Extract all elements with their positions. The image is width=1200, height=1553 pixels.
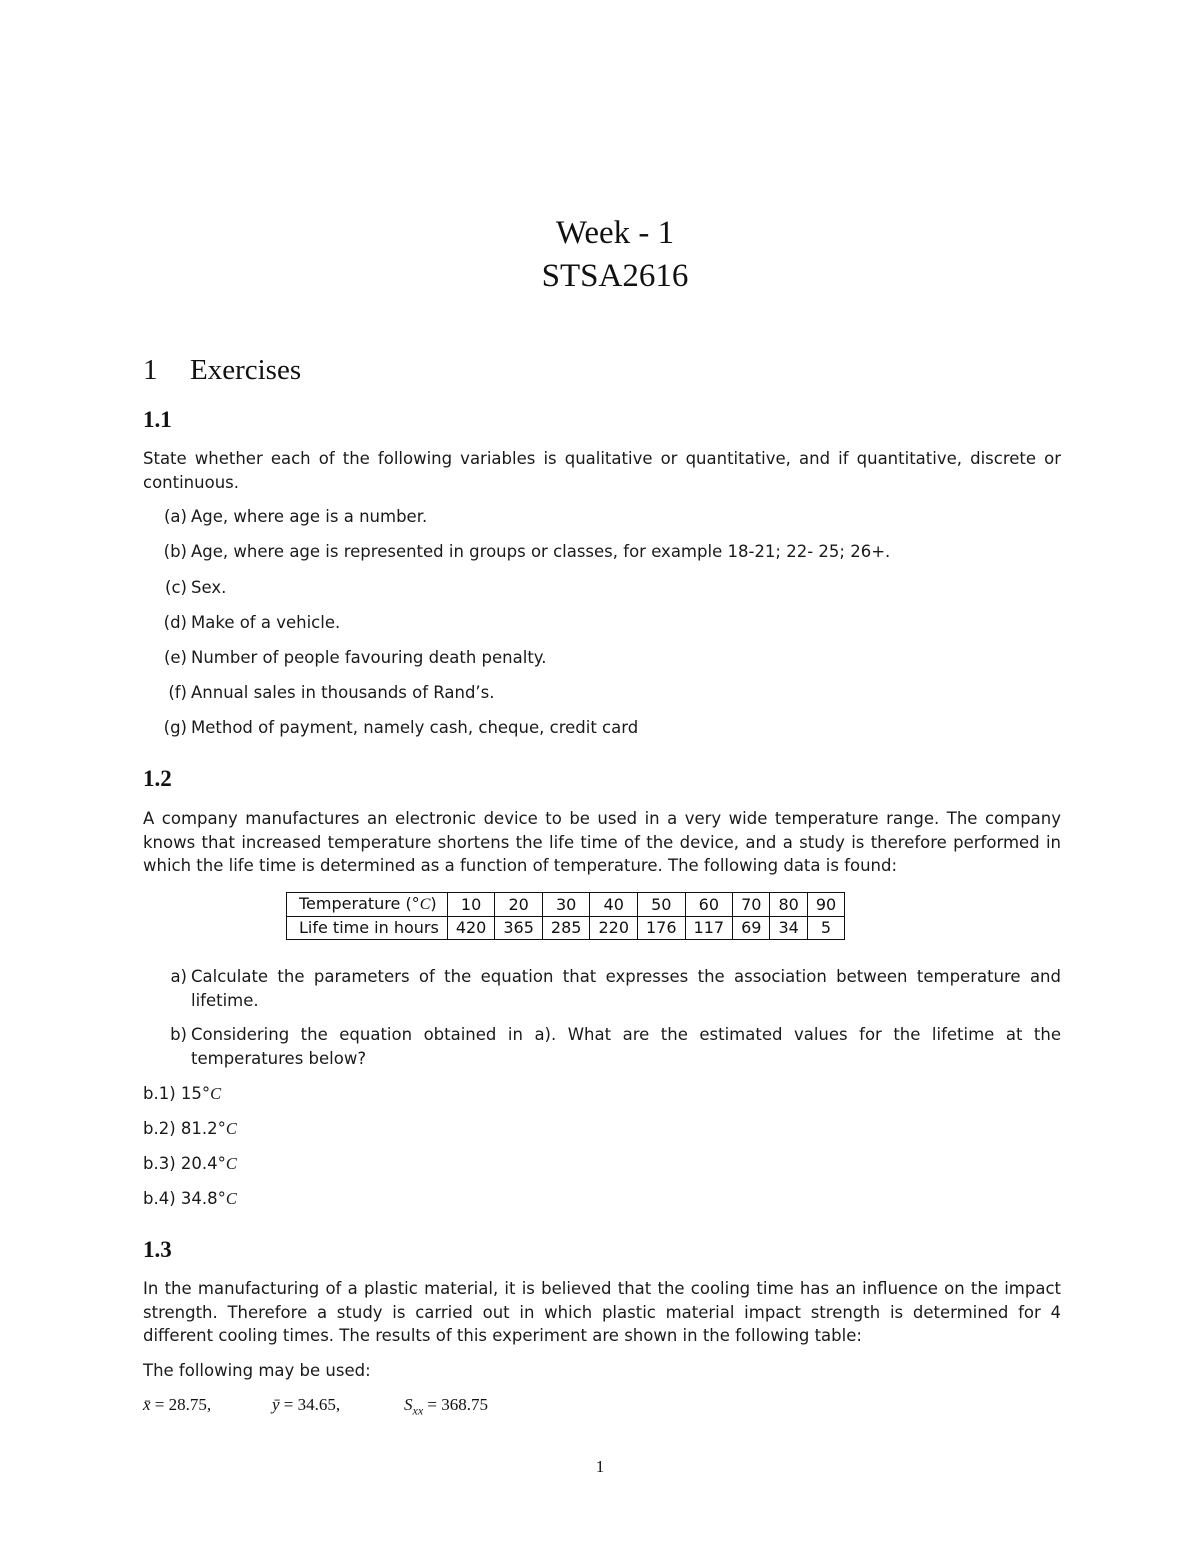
table-cell: 34	[770, 917, 807, 940]
title-course-code: STSA2616	[541, 258, 689, 294]
temperature-label: Temperature (°	[299, 894, 420, 913]
table-cell: 40	[590, 893, 638, 917]
list-item-label: (f)	[168, 683, 187, 702]
list-item-label: (c)	[165, 578, 187, 597]
sub-part-item	[143, 1187, 237, 1211]
section-heading	[143, 354, 301, 387]
list-item-label: (d)	[163, 613, 187, 632]
formula-sxx	[404, 1395, 488, 1418]
temperature-unit: C	[419, 896, 431, 913]
table-cell: 10	[447, 893, 495, 917]
table-cell: 69	[733, 917, 770, 940]
sub-part-unit: C	[225, 1189, 237, 1208]
list-item-label: (e)	[163, 648, 187, 667]
ybar-symbol: ȳ	[272, 1395, 280, 1414]
table-row-header: Life time in hours	[287, 917, 448, 940]
question-1-1-heading: 1.1	[143, 407, 172, 432]
list-item	[163, 611, 341, 635]
sub-part-item	[143, 1152, 237, 1176]
list-item	[163, 716, 639, 740]
sxx-subscript: xx	[412, 1403, 424, 1418]
temperature-lifetime-table	[286, 892, 845, 940]
sub-part-label: b.1) 15°	[143, 1084, 211, 1103]
sub-part-item	[143, 1117, 237, 1141]
list-item-label: (g)	[163, 718, 187, 737]
list-item-text: Number of people favouring death penalty.	[191, 648, 547, 667]
sub-part-label: b.2) 81.2°	[143, 1119, 226, 1138]
document-title	[0, 212, 1200, 298]
question-1-3-heading: 1.3	[143, 1237, 172, 1262]
question-1-1-intro: State whether each of the following variables is qualitative or quantitative, and if quantitative, discrete or continuous.	[143, 449, 1061, 492]
list-item	[165, 576, 227, 600]
sub-part-label: b.3) 20.4°	[143, 1154, 226, 1173]
table-cell: 70	[733, 893, 770, 917]
list-item	[170, 1023, 1061, 1070]
table-row	[287, 893, 845, 917]
list-item-label: (b)	[163, 542, 187, 561]
sxx-value: = 368.75	[423, 1395, 488, 1414]
list-item-text: Considering the equation obtained in a). What are the estimated values for the lifetime at the temperatures below?	[191, 1025, 1061, 1068]
list-item-text: Age, where age is represented in groups or classes, for example 18-21; 22- 25; 26+.	[191, 542, 891, 561]
sub-part-unit: C	[210, 1084, 222, 1103]
table-cell: 80	[770, 893, 807, 917]
list-item	[163, 540, 891, 564]
list-item	[163, 646, 547, 670]
question-1-3-intro: In the manufacturing of a plastic material, it is believed that the cooling time has an influence on the impact strength. Therefore a study is carried out in which plastic material impact strength is determined for 4 different cooling times. The results of this experiment are shown in the following table:	[143, 1279, 1061, 1345]
table-row-header	[287, 893, 448, 917]
question-1-2-intro: A company manufactures an electronic device to be used in a very wide temperature range. The company knows that increased temperature shortens the life time of the device, and a study is therefore performed in which the life time is determined as a function of temperature. The following data is found:	[143, 809, 1061, 875]
list-item-text: Annual sales in thousands of Rand’s.	[191, 683, 495, 702]
list-item	[168, 681, 495, 705]
table-row	[287, 917, 845, 940]
table-cell: 365	[495, 917, 543, 940]
sub-part-unit: C	[225, 1119, 237, 1138]
table-cell: 60	[685, 893, 733, 917]
table-cell: 30	[542, 893, 590, 917]
list-item	[164, 505, 428, 529]
table-cell: 5	[807, 917, 844, 940]
sub-part-label: b.4) 34.8°	[143, 1189, 226, 1208]
sub-part-unit: C	[225, 1154, 237, 1173]
list-item-label: a)	[170, 967, 187, 986]
table-cell: 176	[638, 917, 686, 940]
list-item-text: Age, where age is a number.	[191, 507, 428, 526]
list-item-text: Calculate the parameters of the equation that expresses the association between temperature and lifetime.	[191, 967, 1061, 1010]
title-week: Week - 1	[555, 215, 675, 251]
ybar-value: = 34.65,	[279, 1395, 341, 1414]
list-item-text: Method of payment, namely cash, cheque, credit card	[191, 718, 639, 737]
sub-part-item	[143, 1082, 221, 1106]
list-item-label: (a)	[164, 507, 187, 526]
may-be-used-text: The following may be used:	[143, 1361, 371, 1380]
section-number: 1	[143, 354, 158, 386]
table-cell: 50	[638, 893, 686, 917]
list-item	[170, 965, 1061, 1012]
page-number: 1	[595, 1457, 605, 1476]
table-cell: 420	[447, 917, 495, 940]
list-item-label: b)	[170, 1025, 187, 1044]
list-item-text: Sex.	[191, 578, 227, 597]
xbar-value: = 28.75,	[150, 1395, 212, 1414]
table-cell: 220	[590, 917, 638, 940]
section-title: Exercises	[190, 354, 302, 386]
xbar-symbol: x̄	[143, 1395, 151, 1414]
table-cell: 117	[685, 917, 733, 940]
question-1-2-heading: 1.2	[143, 766, 172, 791]
formula-ybar	[272, 1395, 340, 1415]
temperature-label-close: )	[430, 894, 437, 913]
table-cell: 20	[495, 893, 543, 917]
table-cell: 90	[807, 893, 844, 917]
formula-xbar	[143, 1395, 211, 1415]
table-cell: 285	[542, 917, 590, 940]
list-item-text: Make of a vehicle.	[191, 613, 341, 632]
sxx-symbol: S	[404, 1395, 413, 1414]
